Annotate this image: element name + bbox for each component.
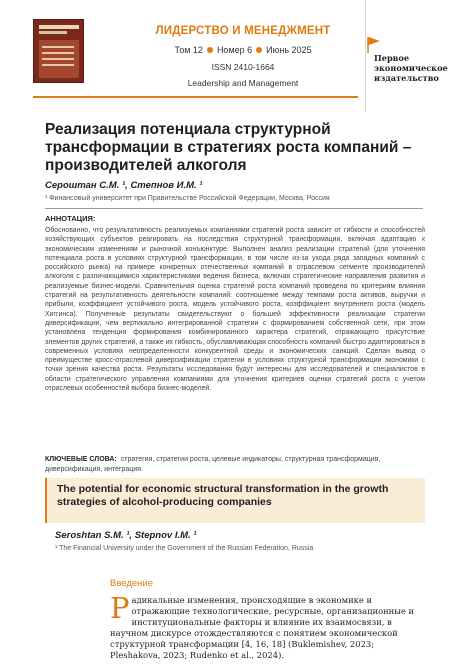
- authors: Сероштан С.М. ¹, Степнов И.М. ¹: [45, 180, 203, 191]
- bullet-icon: [207, 47, 213, 53]
- flag-icon: [367, 37, 381, 53]
- header-divider: [33, 96, 358, 98]
- keywords-label: КЛЮЧЕВЫЕ СЛОВА:: [45, 456, 117, 463]
- english-title-box: [45, 478, 425, 523]
- keywords: [45, 455, 425, 475]
- volume: Том 12: [174, 45, 203, 55]
- annotation-text: Обоснованно, что результативность реализуемых компаниями стратегий роста зависит от гибкости и способностей хозяйствующих субъектов реагировать на последствия структурной трансформации, включая адаптацию к экономическим изменениям и рыночной конъюнктуре. Выполнен анализ реализации стратегий (для уточнения потенциала роста в условиях структурной трансформации, в том числе из-за ухода ряда западных компаний с российского рынка) на примере конкретных отечественных компаний в отраслевом сегменте производителей алкоголя с различающимися характеристиками ведения бизнеса, включая стратегические направления развития и реализуемые бизнес-модели. Сравнительная оценка стратегий роста компаний проведена по критериям влияния стратегий на результативность деятельности компаний: соотношение между темпами роста активов, выручки и прибыли, коэффициент устойчивого роста, модель устойчивого роста, коэффициент внутреннего роста (модель Хиггинса). Полученные результаты свидетельствуют о большей эффективности реализации стратегии диверсификации, чем вертикально интегрированной стратегии с формированием собственной сети, при этом установлена тенденция формирования комбинированного характера стратегий, отражающего присутствие элементов других стратегий, а также их гибкость, обуславливающая способность компаний быстро адаптироваться в современных условиях неопределенности конкурентной среды и экономических санкций. Сделан вывод о преимуществе кросс-отраслевой диверсификации стратегии в условиях структурной трансформации экономики с точки зрения качества роста. Результаты исследования будут интересны для исследователей и специалистов в области стратегического управления компаниями для уточнения критериев оценки стратегий роста с учетом отраслевых особенностей выбора бизнес-моделей.: [45, 227, 425, 393]
- journal-title-en: Leadership and Management: [187, 78, 299, 88]
- issn: ISSN 2410-1664: [211, 62, 275, 72]
- publisher-name: Первое экономическое издательство: [374, 53, 448, 83]
- english-affiliation: ¹ The Financial University under the Government of the Russian Federation, Russia: [55, 545, 314, 552]
- affiliation: ¹ Финансовый университет при Правительстве Российской Федерации, Москва, Россия: [45, 195, 330, 202]
- journal-cover-image: [33, 19, 84, 83]
- intro-paragraph: адикальные изменения, происходящие в экономике и отражающие технологические, ресурсные, организационные и институциональные факторы и влияние их взаимосвязи, в научном дискурсе отождествляются с понятием экономической структурной трансформации [4, 16, 18] (Buklemishev, 2023; Pleshakova, 2023; Rudenko et al., 2024).: [110, 595, 415, 660]
- publisher-divider: [365, 0, 366, 112]
- issue-number: Номер 6: [216, 45, 253, 55]
- intro-text: [110, 591, 426, 661]
- intro-heading: Введение: [110, 578, 154, 589]
- bullet-icon: [256, 47, 262, 53]
- article-title: Реализация потенциала структурной трансформации в стратегиях роста компаний – производителей алкоголя: [45, 121, 412, 174]
- english-title: The potential for economic structural transformation in the growth strategies of alcohol-producing companies: [57, 483, 389, 508]
- annotation-label: АННОТАЦИЯ:: [45, 214, 96, 223]
- dropcap: Р: [110, 591, 130, 625]
- journal-title: ЛИДЕРСТВО И МЕНЕДЖМЕНТ: [155, 25, 331, 37]
- keywords-text: стратегия, стратегии роста, целевые индикаторы, структурная трансформация, диверсификация, интеграция.: [45, 456, 381, 473]
- divider: [45, 208, 423, 209]
- english-authors: Seroshtan S.M. ¹, Stepnov I.M. ¹: [55, 530, 197, 541]
- issue-info: [133, 45, 353, 55]
- issue-date: Июнь 2025: [266, 45, 312, 55]
